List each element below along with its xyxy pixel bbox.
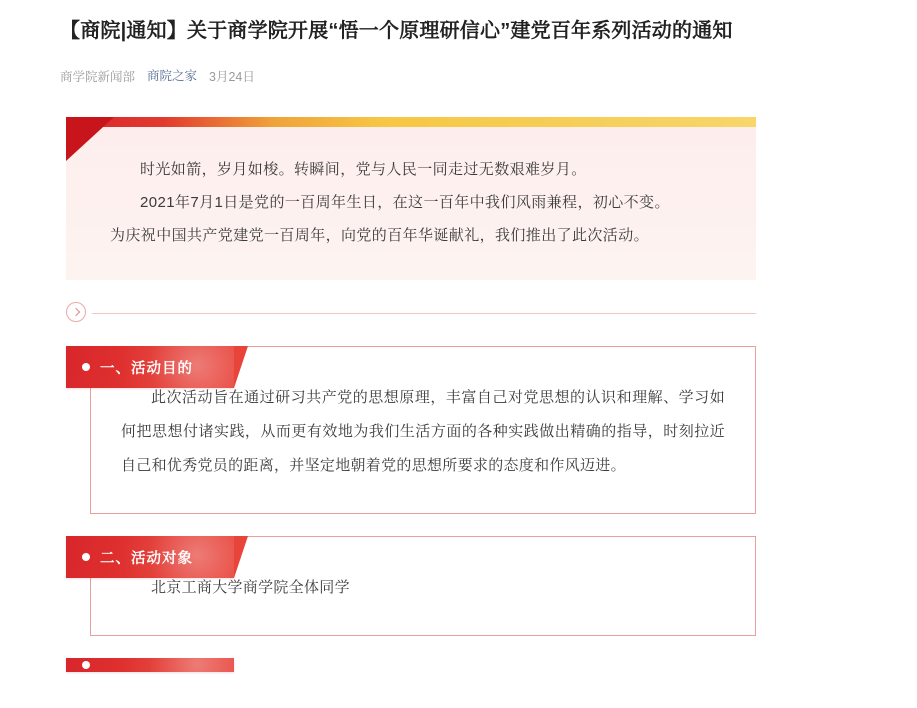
intro-corner-flag	[66, 117, 114, 161]
bullet-dot-icon	[82, 363, 90, 371]
section-label	[66, 346, 234, 388]
account-link[interactable]: 商院之家	[147, 69, 198, 83]
intro-block	[66, 117, 756, 280]
section-body-text: 北京工商大学商学院全体同学	[151, 579, 350, 596]
bullet-dot-icon	[82, 553, 90, 561]
page-title: 【商院|通知】关于商学院开展“悟一个原理研信心”建党百年系列活动的通知	[60, 20, 733, 42]
section-body-text: 此次活动旨在通过研习共产党的思想原理，丰富自己对党思想的认识和理解、学习如何把思想付诸实践，从而更有效地为我们生活方面的各种实践做出精确的指导，时刻拉近自己和优秀党员的距离，并坚定地朝着党的思想所要求的态度和作风迈进。	[121, 389, 725, 474]
article-author: 商学院新闻部	[60, 69, 136, 84]
intro-paragraph: 2021年7月1日是党的一百周年生日，在这一百年中我们风雨兼程，初心不变。	[140, 194, 670, 211]
article-content	[0, 85, 917, 636]
article-date: 3月24日	[209, 69, 255, 84]
section-activity-audience	[66, 536, 756, 636]
section-label	[66, 536, 234, 578]
section-label	[66, 658, 234, 672]
section-label-text: 一、活动目的	[100, 360, 193, 377]
intro-paragraph: 为庆祝中国共产党建党一百周年，向党的百年华诞献礼，我们推出了此次活动。	[110, 227, 650, 244]
intro-body	[66, 127, 756, 280]
bullet-dot-icon	[82, 661, 90, 669]
article-meta	[60, 66, 857, 85]
section-label-text: 二、活动对象	[100, 550, 193, 567]
article-header	[0, 0, 917, 85]
section-divider	[66, 302, 756, 324]
intro-paragraph: 时光如箭，岁月如梭。转瞬间，党与人民一同走过无数艰难岁月。	[140, 161, 587, 178]
section-activity-purpose	[66, 346, 756, 514]
intro-topbar	[66, 117, 756, 127]
chevron-right-icon	[66, 302, 86, 322]
divider-line	[92, 313, 756, 314]
